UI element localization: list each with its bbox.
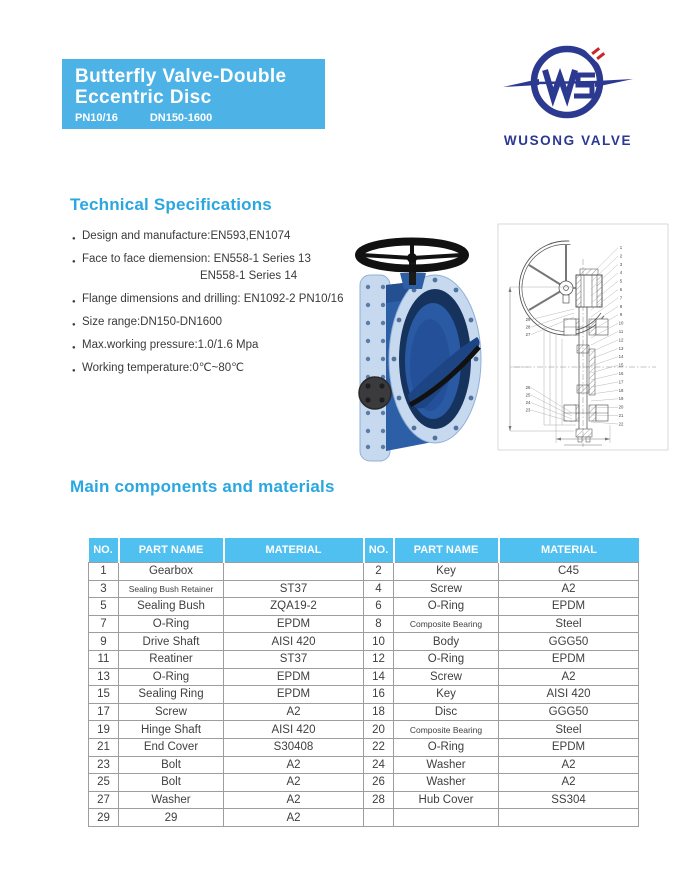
- table-row: [89, 738, 639, 756]
- material-cell: ZQA19-2: [224, 598, 364, 616]
- material-cell: EPDM: [224, 668, 364, 686]
- part-name-cell: Washer: [394, 756, 499, 774]
- part-name-cell: Disc: [394, 703, 499, 721]
- column-header: NO.: [89, 538, 119, 563]
- spec-item: ● Working temperature:0℃~80℃: [72, 362, 372, 375]
- drawing-callout: 13: [618, 345, 624, 351]
- spec-item: ● Max.working pressure:1.0/1.6 Mpa: [72, 339, 372, 352]
- drawing-callout: 17: [618, 379, 624, 385]
- table-row: [89, 703, 639, 721]
- valve-drawing-figure: [494, 218, 672, 458]
- material-cell: A2: [224, 774, 364, 792]
- drawing-callout: 8: [619, 303, 623, 309]
- material-cell: Steel: [499, 721, 639, 739]
- tech-specs-heading: Technical Specifications: [70, 195, 272, 214]
- material-cell: EPDM: [499, 650, 639, 668]
- spec-item: ● Design and manufacture:EN593,EN1074: [72, 230, 372, 243]
- table-row: [89, 721, 639, 739]
- no-cell: 7: [89, 615, 119, 633]
- no-cell: 9: [89, 633, 119, 651]
- no-cell: [364, 809, 394, 827]
- table-row: [89, 756, 639, 774]
- drawing-callout: 20: [618, 404, 624, 410]
- no-cell: 10: [364, 633, 394, 651]
- material-cell: ST37: [224, 580, 364, 598]
- part-name-cell: Key: [394, 563, 499, 581]
- material-cell: GGG50: [499, 703, 639, 721]
- material-cell: A2: [499, 580, 639, 598]
- logo: [498, 40, 638, 148]
- drawing-callout: 23: [525, 407, 531, 413]
- components-table: [88, 538, 639, 827]
- part-name-cell: Composite Bearing: [394, 615, 499, 633]
- drawing-callout: 18: [618, 387, 624, 393]
- no-cell: 11: [89, 650, 119, 668]
- header-box: [62, 59, 325, 129]
- table-header-row: [89, 538, 639, 563]
- drawing-callout: 28: [525, 324, 531, 330]
- spec-item: ● Size range:DN150-DN1600: [72, 316, 372, 329]
- part-name-cell: O-Ring: [394, 738, 499, 756]
- no-cell: 12: [364, 650, 394, 668]
- tech-specs-list: [72, 230, 372, 385]
- drawing-callout: 29: [525, 317, 531, 322]
- drawing-callout: 26: [525, 385, 531, 390]
- table-row: [89, 791, 639, 809]
- table-row: [89, 615, 639, 633]
- table-row: [89, 563, 639, 581]
- material-cell: [224, 563, 364, 581]
- material-cell: Steel: [499, 615, 639, 633]
- spec-item: ● Flange dimensions and drilling: EN1092-2 PN10/16: [72, 293, 372, 306]
- material-cell: A2: [224, 703, 364, 721]
- material-cell: EPDM: [499, 598, 639, 616]
- no-cell: 20: [364, 721, 394, 739]
- no-cell: 23: [89, 756, 119, 774]
- part-name-cell: Body: [394, 633, 499, 651]
- drawing-callout: 9: [619, 312, 623, 318]
- table-row: [89, 650, 639, 668]
- material-cell: AISI 420: [224, 633, 364, 651]
- part-name-cell: O-Ring: [119, 668, 224, 686]
- column-header: PART NAME: [394, 538, 499, 563]
- no-cell: 18: [364, 703, 394, 721]
- drawing-callout: 7: [619, 295, 623, 301]
- drawing-callout: 15: [618, 362, 624, 368]
- part-name-cell: Screw: [394, 668, 499, 686]
- material-cell: A2: [499, 668, 639, 686]
- material-cell: AISI 420: [224, 721, 364, 739]
- no-cell: 1: [89, 563, 119, 581]
- part-name-cell: Bolt: [119, 774, 224, 792]
- drawing-callout: 21: [618, 413, 624, 418]
- part-name-cell: Washer: [119, 791, 224, 809]
- drawing-callout: 1: [619, 245, 623, 250]
- part-name-cell: Key: [394, 686, 499, 704]
- no-cell: 19: [89, 721, 119, 739]
- part-name-cell: Bolt: [119, 756, 224, 774]
- drawing-callout: 22: [618, 421, 624, 427]
- table-row: [89, 633, 639, 651]
- drawing-callout: 5: [619, 278, 623, 284]
- valve-photo-figure: [330, 224, 485, 466]
- no-cell: 3: [89, 580, 119, 598]
- drawing-callout: 3: [619, 261, 623, 267]
- table-row: [89, 598, 639, 616]
- drawing-callout: 19: [618, 396, 624, 402]
- material-cell: A2: [499, 774, 639, 792]
- part-name-cell: O-Ring: [119, 615, 224, 633]
- column-header: PART NAME: [119, 538, 224, 563]
- material-cell: GGG50: [499, 633, 639, 651]
- material-cell: A2: [224, 809, 364, 827]
- part-name-cell: Sealing Bush: [119, 598, 224, 616]
- no-cell: 25: [89, 774, 119, 792]
- no-cell: 2: [364, 563, 394, 581]
- column-header: MATERIAL: [499, 538, 639, 563]
- header-subtitle: [75, 112, 325, 124]
- part-name-cell: Hub Cover: [394, 791, 499, 809]
- part-name-cell: Screw: [394, 580, 499, 598]
- no-cell: 5: [89, 598, 119, 616]
- material-cell: C45: [499, 563, 639, 581]
- no-cell: 24: [364, 756, 394, 774]
- no-cell: 6: [364, 598, 394, 616]
- no-cell: 26: [364, 774, 394, 792]
- no-cell: 8: [364, 615, 394, 633]
- part-name-cell: Drive Shaft: [119, 633, 224, 651]
- pressure-rating: PN10/16: [75, 112, 118, 124]
- material-cell: A2: [224, 791, 364, 809]
- drawing-callout: 14: [618, 354, 624, 360]
- drawing-callout: 16: [618, 371, 624, 376]
- size-range: DN150-1600: [149, 112, 213, 124]
- no-cell: 15: [89, 686, 119, 704]
- table-row: [89, 774, 639, 792]
- table-row: [89, 580, 639, 598]
- drawing-callout: 11: [618, 329, 624, 334]
- components-heading: Main components and materials: [70, 477, 335, 496]
- page-title-line2: Eccentric Disc: [75, 87, 212, 108]
- material-cell: EPDM: [499, 738, 639, 756]
- drawing-callout: 6: [619, 287, 623, 292]
- no-cell: 29: [89, 809, 119, 827]
- material-cell: EPDM: [224, 686, 364, 704]
- part-name-cell: Composite Bearing: [394, 721, 499, 739]
- no-cell: 28: [364, 791, 394, 809]
- drawing-callout: 27: [525, 332, 531, 337]
- column-header: MATERIAL: [224, 538, 364, 563]
- no-cell: 13: [89, 668, 119, 686]
- part-name-cell: Hinge Shaft: [119, 721, 224, 739]
- page-title-line1: Butterfly Valve-Double: [75, 66, 287, 87]
- material-cell: EPDM: [224, 615, 364, 633]
- part-name-cell: [394, 809, 499, 827]
- ws-monogram-winged-circle-icon: [503, 40, 633, 124]
- material-cell: S30408: [224, 738, 364, 756]
- table-row: [89, 686, 639, 704]
- material-cell: A2: [499, 756, 639, 774]
- drawing-callout: 10: [618, 320, 624, 326]
- brand-name: WUSONG VALVE: [503, 133, 633, 148]
- drawing-callout: 4: [619, 270, 623, 276]
- table-row: [89, 809, 639, 827]
- part-name-cell: Screw: [119, 703, 224, 721]
- material-cell: AISI 420: [499, 686, 639, 704]
- material-cell: SS304: [499, 791, 639, 809]
- part-name-cell: 29: [119, 809, 224, 827]
- part-name-cell: O-Ring: [394, 598, 499, 616]
- material-cell: [499, 809, 639, 827]
- table-row: [89, 668, 639, 686]
- no-cell: 4: [364, 580, 394, 598]
- part-name-cell: Washer: [394, 774, 499, 792]
- part-name-cell: End Cover: [119, 738, 224, 756]
- part-name-cell: O-Ring: [394, 650, 499, 668]
- drawing-callout: 24: [525, 400, 531, 405]
- part-name-cell: Reatiner: [119, 650, 224, 668]
- no-cell: 21: [89, 738, 119, 756]
- no-cell: 17: [89, 703, 119, 721]
- material-cell: A2: [224, 756, 364, 774]
- part-name-cell: Sealing Ring: [119, 686, 224, 704]
- column-header: NO.: [364, 538, 394, 563]
- material-cell: ST37: [224, 650, 364, 668]
- no-cell: 22: [364, 738, 394, 756]
- spec-item: ● Face to face diemension: EN558-1 Series 13 EN558-1 Series 14: [72, 253, 372, 283]
- no-cell: 14: [364, 668, 394, 686]
- no-cell: 27: [89, 791, 119, 809]
- drawing-callout: 25: [525, 392, 531, 398]
- no-cell: 16: [364, 686, 394, 704]
- drawing-callout: 12: [618, 337, 624, 343]
- part-name-cell: Sealing Bush Retainer: [119, 580, 224, 598]
- part-name-cell: Gearbox: [119, 563, 224, 581]
- drawing-callout: 2: [619, 253, 623, 259]
